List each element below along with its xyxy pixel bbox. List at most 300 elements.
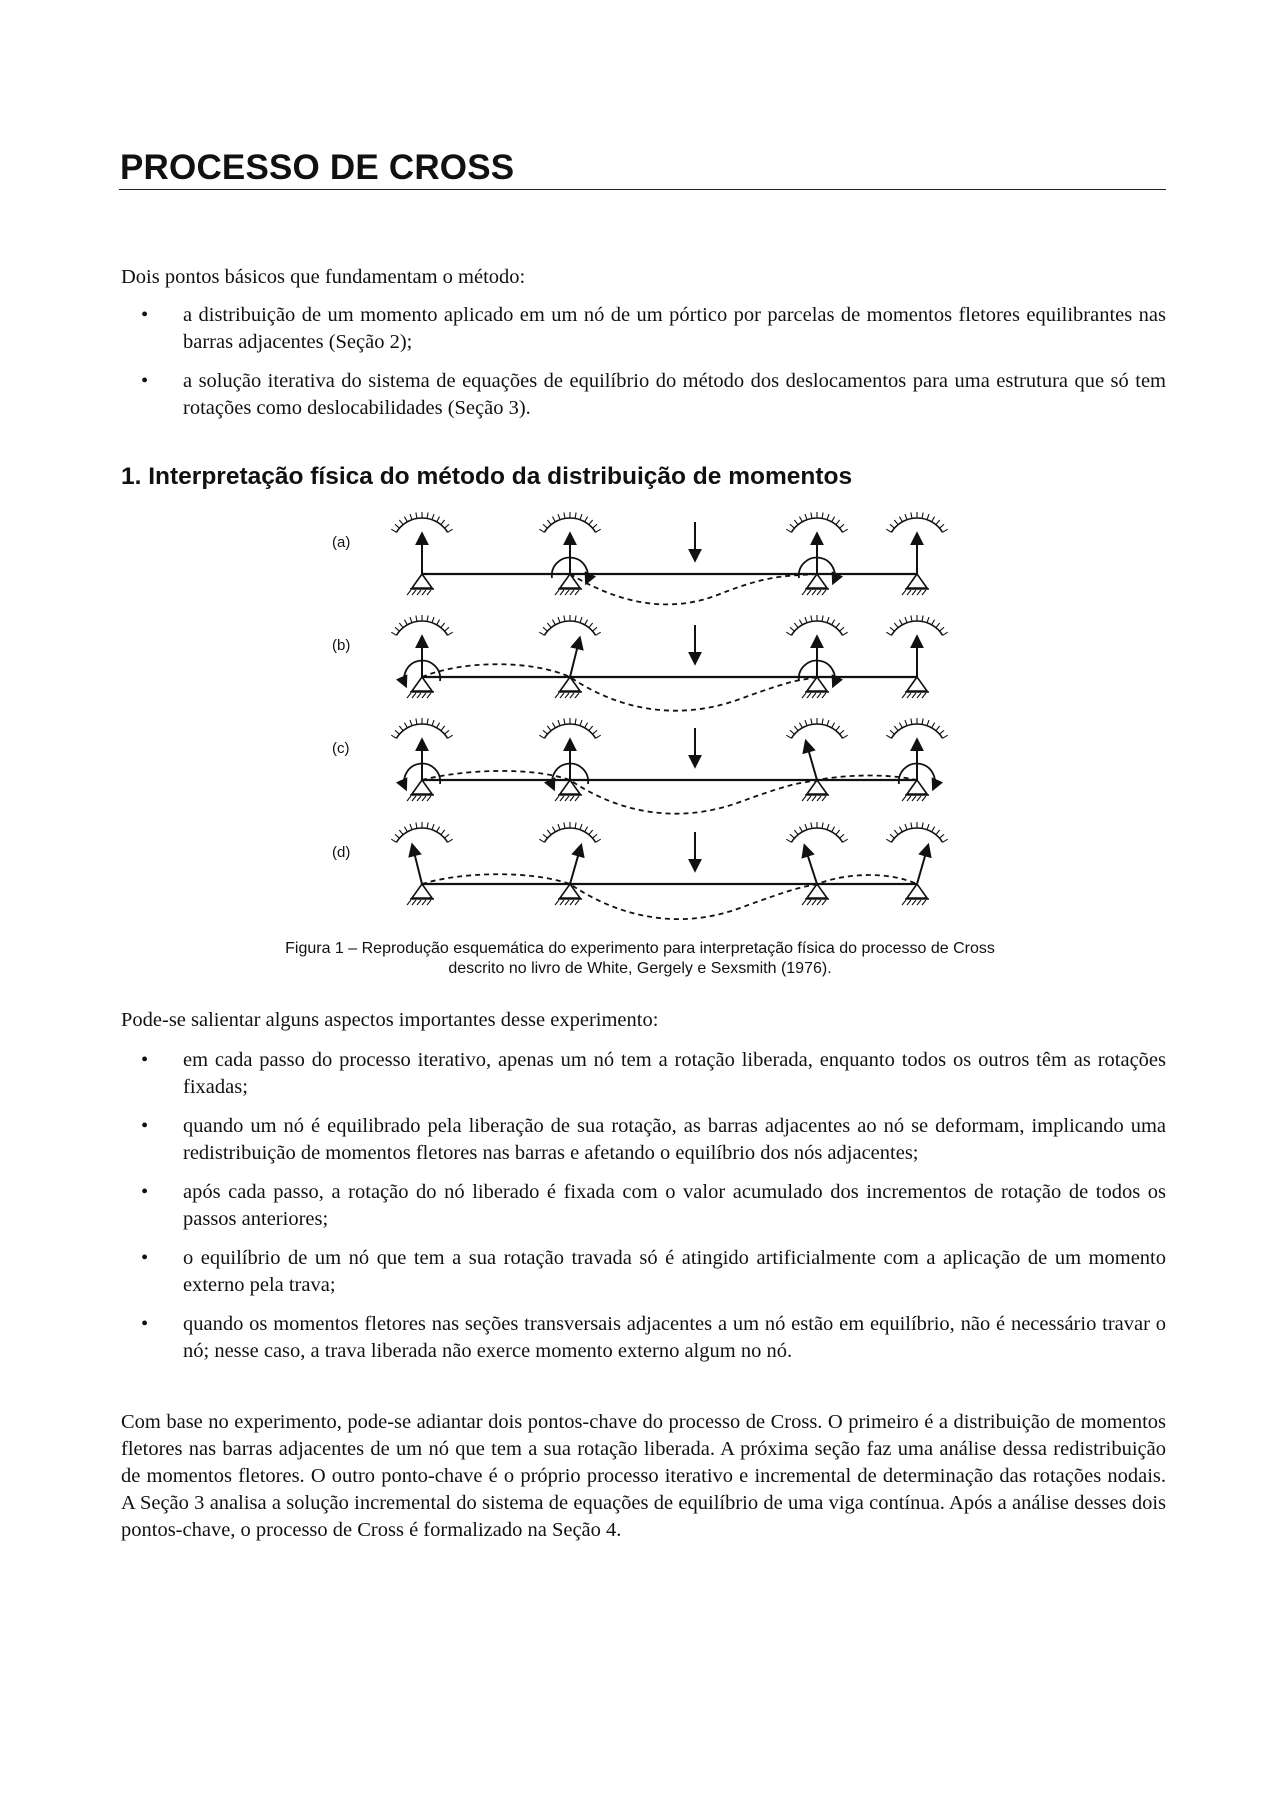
gauge-arc xyxy=(891,724,942,738)
gauge-tick xyxy=(391,632,396,635)
pin-support xyxy=(907,574,927,588)
pin-support xyxy=(907,884,927,898)
gauge-tick xyxy=(589,726,593,731)
gauge-tick xyxy=(416,823,417,829)
gauge-tick xyxy=(894,520,898,525)
deflected-shape xyxy=(570,574,817,604)
gauge-tick xyxy=(589,520,593,525)
gauge-tick xyxy=(790,524,795,528)
gauge-tick xyxy=(827,720,829,726)
ground-hatch xyxy=(912,900,916,905)
gauge-tick xyxy=(596,529,601,532)
gauge-tick xyxy=(539,529,544,532)
pin-support xyxy=(412,677,432,691)
gauge-tick xyxy=(580,720,582,726)
gauge-tick xyxy=(894,623,898,628)
gauge-tick xyxy=(805,514,807,520)
gauge-tick xyxy=(432,617,434,623)
gauge-tick xyxy=(539,632,544,635)
gauge-tick xyxy=(593,524,598,528)
gauge-tick xyxy=(437,827,440,832)
ground-hatch xyxy=(912,590,916,595)
ground-hatch xyxy=(922,900,926,905)
gauge-tick xyxy=(432,514,434,520)
ground-hatch xyxy=(575,900,579,905)
gauge-tick xyxy=(811,719,812,725)
caption-line: descrito no livro de White, Gergely e Sexsmith (1976). xyxy=(448,960,832,977)
ground-hatch xyxy=(555,796,559,801)
gauge-tick xyxy=(836,520,840,525)
gauge-tick xyxy=(547,830,551,835)
gauge-tick xyxy=(932,620,935,625)
gauge-tick xyxy=(547,726,551,731)
ground-hatch xyxy=(407,693,411,698)
pin-support xyxy=(807,884,827,898)
ground-hatch xyxy=(822,900,826,905)
bullet-icon: • xyxy=(141,1181,149,1203)
gauge-needle xyxy=(806,742,817,780)
list-item-text: quando os momentos fletores nas seções transversais adjacentes a um nó estão em equilíbrio, não é necessário travar o nó; nesse caso, a trava liberada não exerce momento externo algum no nó. xyxy=(183,1313,1166,1362)
gauge-tick xyxy=(827,617,829,623)
gauge-tick xyxy=(922,513,923,519)
deflected-shape xyxy=(422,874,917,919)
title-rule xyxy=(119,189,1166,190)
gauge-tick xyxy=(404,517,407,522)
ground-hatch xyxy=(907,590,911,595)
gauge-tick xyxy=(575,513,576,519)
gauge-tick xyxy=(811,616,812,622)
gauge-tick xyxy=(432,720,434,726)
gauge-tick xyxy=(575,719,576,725)
gauge-tick xyxy=(932,723,935,728)
gauge-tick xyxy=(448,839,453,842)
ground-hatch xyxy=(560,796,564,801)
ground-hatch xyxy=(917,900,921,905)
gauge-tick xyxy=(391,735,396,738)
gauge-needle xyxy=(412,845,422,884)
ground-hatch xyxy=(822,796,826,801)
figure-panel xyxy=(332,615,948,711)
gauge-tick xyxy=(886,839,891,842)
gauge-tick xyxy=(395,730,400,734)
gauge-tick xyxy=(936,726,940,731)
gauge-tick xyxy=(890,627,895,631)
gauge-tick xyxy=(585,723,588,728)
gauge-tick xyxy=(940,524,945,528)
gauge-tick xyxy=(441,623,445,628)
panel-label: (d) xyxy=(332,844,351,861)
gauge-tick xyxy=(805,720,807,726)
gauge-arc xyxy=(544,621,595,635)
gauge-tick xyxy=(589,830,593,835)
gauge-tick xyxy=(794,623,798,628)
gauge-tick xyxy=(927,514,929,520)
list-item xyxy=(121,1245,1166,1299)
gauge-arc xyxy=(544,828,595,842)
ground-hatch xyxy=(560,693,564,698)
ground-hatch xyxy=(907,900,911,905)
gauge-tick xyxy=(794,726,798,731)
gauge-tick xyxy=(432,824,434,830)
ground-hatch xyxy=(565,900,569,905)
list-item xyxy=(121,1113,1166,1167)
ground-hatch xyxy=(817,900,821,905)
gauge-tick xyxy=(437,620,440,625)
ground-hatch xyxy=(575,796,579,801)
ground-hatch xyxy=(417,900,421,905)
gauge-tick xyxy=(911,719,912,725)
gauge-tick xyxy=(564,823,565,829)
gauge-tick xyxy=(843,529,848,532)
gauge-tick xyxy=(448,529,453,532)
gauge-tick xyxy=(416,513,417,519)
gauge-tick xyxy=(840,627,845,631)
ground-hatch xyxy=(822,590,826,595)
ground-hatch xyxy=(407,590,411,595)
panel-label: (a) xyxy=(332,534,351,551)
panel-label: (c) xyxy=(332,740,350,757)
gauge-tick xyxy=(790,627,795,631)
ground-hatch xyxy=(817,796,821,801)
gauge-tick xyxy=(899,517,902,522)
gauge-tick xyxy=(547,623,551,628)
gauge-tick xyxy=(911,823,912,829)
pin-support xyxy=(807,677,827,691)
figure-1 xyxy=(320,512,980,942)
ground-hatch xyxy=(407,900,411,905)
ground-hatch xyxy=(812,590,816,595)
ground-hatch xyxy=(575,590,579,595)
gauge-tick xyxy=(575,616,576,622)
gauge-tick xyxy=(427,823,428,829)
gauge-tick xyxy=(890,524,895,528)
gauge-tick xyxy=(822,719,823,725)
gauge-tick xyxy=(936,520,940,525)
gauge-tick xyxy=(843,632,848,635)
gauge-tick xyxy=(558,824,560,830)
ground-hatch xyxy=(902,900,906,905)
list-item-text: após cada passo, a rotação do nó liberado é fixada com o valor acumulado dos incrementos de rotação de todos os passos anteriores; xyxy=(183,1181,1166,1230)
gauge-tick xyxy=(905,617,907,623)
gauge-tick xyxy=(886,529,891,532)
gauge-tick xyxy=(558,617,560,623)
gauge-tick xyxy=(890,730,895,734)
ground-hatch xyxy=(417,590,421,595)
gauge-tick xyxy=(832,517,835,522)
gauge-tick xyxy=(899,620,902,625)
gauge-tick xyxy=(395,834,400,838)
gauge-tick xyxy=(799,827,802,832)
list-item xyxy=(121,1311,1166,1365)
ground-hatch xyxy=(422,900,426,905)
gauge-tick xyxy=(404,723,407,728)
gauge-tick xyxy=(593,834,598,838)
gauge-tick xyxy=(441,830,445,835)
ground-hatch xyxy=(922,590,926,595)
gauge-tick xyxy=(899,827,902,832)
closing-paragraph: Com base no experimento, pode-se adiantar dois pontos-chave do processo de Cross. O primeiro é a distribuição de momentos fletores nas barras adjacentes de um nó que tem a sua rotação liberada. A próxima seção faz uma análise dessa redistribuição de momentos fletores. O outro ponto-chave é o próprio processo iterativo e incremental de determinação das rotações nodais. A Seção 3 analisa a solução incremental do sistema de equações de equilíbrio de uma viga contínua. Após a análise desses dois pontos-chave, o processo de Cross é formalizado na Seção 4. xyxy=(121,1411,1166,1541)
gauge-tick xyxy=(441,520,445,525)
ground-hatch xyxy=(902,590,906,595)
ground-hatch xyxy=(417,693,421,698)
gauge-tick xyxy=(905,720,907,726)
ground-hatch xyxy=(802,796,806,801)
gauge-tick xyxy=(589,623,593,628)
ground-hatch xyxy=(427,590,431,595)
gauge-tick xyxy=(805,824,807,830)
ground-hatch xyxy=(570,693,574,698)
list-item-text: a solução iterativa do sistema de equações de equilíbrio do método dos deslocamentos para uma estrutura que só tem rotações como deslocabilidades (Seção 3). xyxy=(183,370,1166,419)
pin-support xyxy=(412,780,432,794)
pin-support xyxy=(807,574,827,588)
gauge-tick xyxy=(911,513,912,519)
ground-hatch xyxy=(565,796,569,801)
gauge-tick xyxy=(564,719,565,725)
ground-hatch xyxy=(555,693,559,698)
ground-hatch xyxy=(412,590,416,595)
ground-hatch xyxy=(555,590,559,595)
gauge-tick xyxy=(932,827,935,832)
bullet-icon: • xyxy=(141,1115,149,1137)
gauge-arc xyxy=(791,828,842,842)
gauge-tick xyxy=(822,616,823,622)
ground-hatch xyxy=(817,693,821,698)
gauge-tick xyxy=(936,830,940,835)
gauge-arc xyxy=(891,621,942,635)
gauge-tick xyxy=(441,726,445,731)
ground-hatch xyxy=(907,693,911,698)
ground-hatch xyxy=(802,900,806,905)
gauge-tick xyxy=(922,719,923,725)
ground-hatch xyxy=(570,590,574,595)
gauge-tick xyxy=(832,827,835,832)
ground-hatch xyxy=(807,900,811,905)
gauge-tick xyxy=(794,520,798,525)
gauge-tick xyxy=(399,520,403,525)
intro-lead: Dois pontos básicos que fundamentam o método: xyxy=(121,266,526,288)
gauge-tick xyxy=(564,616,565,622)
gauge-tick xyxy=(790,730,795,734)
gauge-tick xyxy=(437,723,440,728)
gauge-tick xyxy=(836,726,840,731)
gauge-tick xyxy=(894,830,898,835)
gauge-tick xyxy=(905,514,907,520)
gauge-tick xyxy=(936,623,940,628)
ground-hatch xyxy=(912,796,916,801)
gauge-tick xyxy=(932,517,935,522)
bullet-icon: • xyxy=(141,304,149,326)
gauge-tick xyxy=(786,735,791,738)
gauge-tick xyxy=(794,830,798,835)
gauge-tick xyxy=(427,719,428,725)
gauge-tick xyxy=(404,620,407,625)
gauge-tick xyxy=(410,720,412,726)
gauge-needle xyxy=(805,846,817,884)
list-item xyxy=(121,302,1166,356)
gauge-tick xyxy=(404,827,407,832)
gauge-arc xyxy=(791,621,842,635)
ground-hatch xyxy=(422,590,426,595)
ground-hatch xyxy=(922,796,926,801)
ground-hatch xyxy=(422,693,426,698)
ground-hatch xyxy=(917,693,921,698)
gauge-arc xyxy=(891,518,942,532)
gauge-tick xyxy=(391,839,396,842)
gauge-tick xyxy=(552,620,555,625)
pin-support xyxy=(907,780,927,794)
gauge-tick xyxy=(410,617,412,623)
page-title: PROCESSO DE CROSS xyxy=(120,148,515,187)
pin-support xyxy=(412,884,432,898)
list-item-text: a distribuição de um momento aplicado em um nó de um pórtico por parcelas de momentos fletores equilibrantes nas barras adjacentes (Seção 2); xyxy=(183,304,1166,353)
gauge-tick xyxy=(575,823,576,829)
gauge-tick xyxy=(832,723,835,728)
gauge-tick xyxy=(552,827,555,832)
gauge-tick xyxy=(395,627,400,631)
gauge-tick xyxy=(799,723,802,728)
gauge-tick xyxy=(593,627,598,631)
aspects-bullet-list xyxy=(121,1047,1166,1377)
gauge-tick xyxy=(445,524,450,528)
gauge-tick xyxy=(922,823,923,829)
gauge-arc xyxy=(396,828,447,842)
gauge-tick xyxy=(899,723,902,728)
gauge-arc xyxy=(396,621,447,635)
gauge-tick xyxy=(836,623,840,628)
ground-hatch xyxy=(817,590,821,595)
gauge-tick xyxy=(410,824,412,830)
ground-hatch xyxy=(907,796,911,801)
figure-panel xyxy=(332,822,948,919)
ground-hatch xyxy=(807,796,811,801)
ground-hatch xyxy=(427,900,431,905)
gauge-arc xyxy=(396,724,447,738)
figure-caption xyxy=(200,939,1080,979)
ground-hatch xyxy=(902,796,906,801)
gauge-tick xyxy=(943,839,948,842)
pin-support xyxy=(560,574,580,588)
gauge-needle xyxy=(570,846,581,884)
gauge-tick xyxy=(416,616,417,622)
gauge-tick xyxy=(927,617,929,623)
gauge-tick xyxy=(790,834,795,838)
gauge-tick xyxy=(416,719,417,725)
ground-hatch xyxy=(812,900,816,905)
gauge-tick xyxy=(894,726,898,731)
gauge-tick xyxy=(890,834,895,838)
figure-panel xyxy=(332,718,948,814)
gauge-tick xyxy=(427,513,428,519)
ground-hatch xyxy=(417,796,421,801)
list-item-text: quando um nó é equilibrado pela liberação de sua rotação, as barras adjacentes ao nó se deformam, implicando uma redistribuição de momentos fletores nas barras e afetando o equilíbrio dos nós adjacentes; xyxy=(183,1115,1166,1164)
ground-hatch xyxy=(427,693,431,698)
bullet-icon: • xyxy=(141,1049,149,1071)
gauge-tick xyxy=(552,517,555,522)
ground-hatch xyxy=(560,590,564,595)
ground-hatch xyxy=(812,693,816,698)
ground-hatch xyxy=(565,693,569,698)
ground-hatch xyxy=(802,590,806,595)
gauge-tick xyxy=(940,627,945,631)
ground-hatch xyxy=(912,693,916,698)
gauge-tick xyxy=(543,524,548,528)
ground-hatch xyxy=(922,693,926,698)
gauge-tick xyxy=(940,834,945,838)
gauge-tick xyxy=(799,517,802,522)
ground-hatch xyxy=(575,693,579,698)
list-item xyxy=(121,368,1166,422)
gauge-arc xyxy=(544,518,595,532)
figure-panels xyxy=(332,512,948,919)
gauge-tick xyxy=(596,632,601,635)
gauge-tick xyxy=(564,513,565,519)
gauge-tick xyxy=(840,730,845,734)
gauge-tick xyxy=(448,735,453,738)
gauge-tick xyxy=(445,730,450,734)
gauge-tick xyxy=(448,632,453,635)
intro-bullet-list xyxy=(121,302,1166,434)
gauge-tick xyxy=(558,720,560,726)
ground-hatch xyxy=(917,796,921,801)
gauge-tick xyxy=(593,730,598,734)
gauge-tick xyxy=(811,823,812,829)
gauge-tick xyxy=(410,514,412,520)
gauge-needle xyxy=(917,846,928,884)
ground-hatch xyxy=(412,796,416,801)
gauge-tick xyxy=(822,823,823,829)
gauge-arc xyxy=(791,518,842,532)
gauge-tick xyxy=(539,735,544,738)
ground-hatch xyxy=(570,900,574,905)
pin-support xyxy=(412,574,432,588)
deflected-shape xyxy=(422,664,817,710)
gauge-tick xyxy=(886,632,891,635)
ground-hatch xyxy=(570,796,574,801)
gauge-tick xyxy=(886,735,891,738)
gauge-tick xyxy=(827,514,829,520)
aspects-lead: Pode-se salientar alguns aspectos importantes desse experimento: xyxy=(121,1009,659,1031)
pin-support xyxy=(560,677,580,691)
gauge-tick xyxy=(811,513,812,519)
gauge-arc xyxy=(544,724,595,738)
gauge-tick xyxy=(585,517,588,522)
gauge-tick xyxy=(539,839,544,842)
gauge-tick xyxy=(580,824,582,830)
gauge-tick xyxy=(437,517,440,522)
ground-hatch xyxy=(917,590,921,595)
section-heading: 1. Interpretação física do método da distribuição de momentos xyxy=(121,463,853,490)
gauge-tick xyxy=(927,824,929,830)
gauge-tick xyxy=(911,616,912,622)
gauge-tick xyxy=(827,824,829,830)
gauge-arc xyxy=(891,828,942,842)
gauge-tick xyxy=(822,513,823,519)
gauge-arc xyxy=(396,518,447,532)
gauge-tick xyxy=(927,720,929,726)
pin-support xyxy=(560,884,580,898)
ground-hatch xyxy=(412,693,416,698)
ground-hatch xyxy=(902,693,906,698)
gauge-tick xyxy=(840,834,845,838)
gauge-tick xyxy=(395,524,400,528)
gauge-tick xyxy=(580,617,582,623)
ground-hatch xyxy=(802,693,806,698)
bullet-icon: • xyxy=(141,1247,149,1269)
ground-hatch xyxy=(555,900,559,905)
gauge-tick xyxy=(832,620,835,625)
ground-hatch xyxy=(422,796,426,801)
gauge-tick xyxy=(427,616,428,622)
